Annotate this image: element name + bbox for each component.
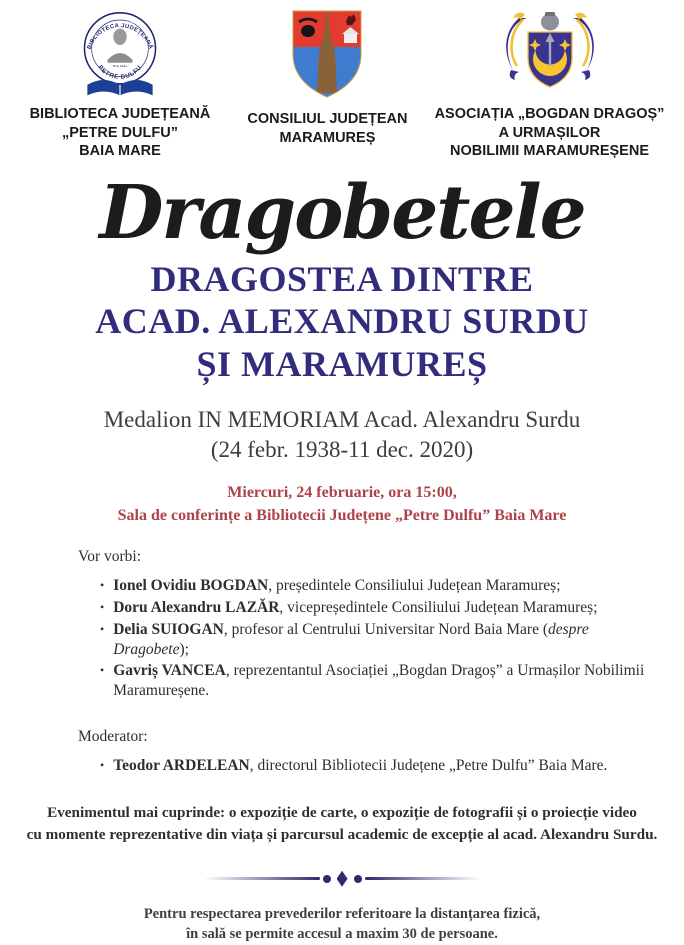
divider-diamond-icon bbox=[337, 871, 348, 887]
org-library-name-line1: BIBLIOTECA JUDEȚEANĂ bbox=[29, 106, 211, 122]
org-association-name-line2: A URMAȘILOR bbox=[498, 124, 601, 141]
divider-line-right bbox=[365, 877, 481, 880]
ornamental-divider bbox=[0, 870, 684, 888]
mantling-right bbox=[573, 13, 594, 80]
event-description bbox=[0, 802, 684, 846]
speaker-role: , vicepreședintele Consiliului Județean Maramureș; bbox=[279, 598, 598, 616]
library-seal-logo bbox=[72, 8, 168, 102]
bullet-icon: • bbox=[100, 621, 105, 636]
org-library-name bbox=[30, 105, 211, 161]
list-item bbox=[100, 598, 648, 618]
maramures-shield-icon bbox=[288, 8, 366, 100]
covid-notice-line1: Pentru respectarea prevederilor referitoare la distanțarea fizică, bbox=[143, 905, 541, 922]
org-library-name-line3: BAIA MARE bbox=[79, 143, 161, 160]
moderator-entry bbox=[113, 756, 607, 776]
list-item bbox=[100, 661, 648, 701]
main-heading-line2: ACAD. ALEXANDRU SURDU bbox=[95, 301, 589, 342]
speaker-role: , președintele Consiliului Județean Maramureș; bbox=[268, 577, 561, 595]
aurochs-head-icon bbox=[301, 25, 315, 37]
helmet-icon bbox=[541, 14, 559, 31]
divider-line-left bbox=[204, 877, 320, 880]
divider-dot-icon bbox=[323, 875, 331, 883]
org-county-name-line2: MARAMUREȘ bbox=[279, 129, 376, 146]
heraldic-crest-icon bbox=[494, 8, 606, 100]
header-logos-row bbox=[0, 0, 684, 161]
moderator-role: , directorul Bibliotecii Județene „Petre Dulfu” Baia Mare. bbox=[249, 756, 608, 774]
seal-text-bottom: PETRE DULFU bbox=[96, 63, 144, 81]
speaker-entry bbox=[113, 620, 648, 660]
speaker-role: , reprezentantul Asociației „Bogdan Dragoș” a Urmașilor Nobilimii Maramureșene. bbox=[113, 662, 645, 700]
list-item bbox=[100, 576, 648, 596]
bullet-icon: • bbox=[100, 599, 105, 614]
speaker-name: Doru Alexandru LAZĂR bbox=[113, 598, 280, 616]
org-library bbox=[14, 8, 226, 161]
bullet-icon: • bbox=[100, 663, 105, 678]
speaker-topic: despre Dragobete bbox=[113, 620, 589, 658]
event-date-line: Miercuri, 24 februarie, ora 15:00, bbox=[227, 484, 457, 502]
script-title: Dragobetele bbox=[99, 169, 585, 256]
divider-dot-icon bbox=[354, 875, 362, 883]
org-library-name-line2: „PETRE DULFU” bbox=[61, 124, 178, 141]
speaker-name: Ionel Ovidiu BOGDAN bbox=[113, 577, 269, 595]
moderator-section bbox=[78, 727, 648, 776]
list-item bbox=[100, 620, 648, 660]
speaker-entry bbox=[113, 598, 597, 618]
org-county-name bbox=[247, 110, 407, 147]
description-line1: Evenimentul mai cuprinde: o expoziție de carte, o expoziție de fotografii și o proiecție video bbox=[47, 803, 637, 821]
library-seal-icon bbox=[72, 8, 168, 104]
description-line2: cu momente reprezentative din viața și parcursul academic de excepție al acad. Alexandru Surdu. bbox=[26, 825, 658, 843]
covid-notice-line2: în sală se permite accesul a maxim 30 de persoane. bbox=[186, 926, 498, 943]
memoriam-line1: Medalion IN MEMORIAM Acad. Alexandru Surdu bbox=[103, 406, 581, 432]
bogdan-dragos-crest-logo bbox=[494, 8, 606, 102]
mantling-left bbox=[506, 13, 527, 80]
moderator-name: Teodor ARDELEAN bbox=[113, 756, 250, 774]
memoriam-line2: (24 febr. 1938-11 dec. 2020) bbox=[210, 436, 474, 462]
main-heading bbox=[0, 258, 684, 384]
main-heading-line3: ȘI MARAMUREȘ bbox=[196, 343, 488, 384]
bullet-icon: • bbox=[100, 578, 105, 593]
org-association-name-line3: NOBILIMII MARAMUREȘENE bbox=[450, 143, 649, 160]
event-date-location bbox=[0, 482, 684, 527]
memoriam-subtitle bbox=[0, 405, 684, 465]
speaker-name: Delia SUIOGAN bbox=[113, 620, 224, 638]
list-item bbox=[100, 756, 648, 776]
speaker-name: Gavriș VANCEA bbox=[113, 662, 226, 680]
speakers-section bbox=[78, 547, 648, 701]
bullet-icon: • bbox=[100, 757, 105, 772]
event-location-line: Sala de conferințe a Bibliotecii Județene „Petre Dulfu” Baia Mare bbox=[117, 506, 567, 524]
covid-notice bbox=[0, 904, 684, 945]
moderator-label: Moderator: bbox=[78, 728, 148, 746]
seal-text-top: BIBLIOTECA JUDEȚEANĂ bbox=[86, 23, 154, 51]
org-association-name-line1: ASOCIAȚIA „BOGDAN DRAGOȘ” bbox=[434, 106, 665, 122]
speakers-label: Vor vorbi: bbox=[78, 548, 142, 566]
speaker-entry bbox=[113, 661, 648, 701]
church-icon bbox=[344, 34, 357, 43]
speaker-role: , profesor al Centrului Universitar Nord Baia Mare ( bbox=[223, 620, 548, 638]
org-county-council bbox=[232, 8, 423, 161]
speaker-role-end: ); bbox=[179, 640, 189, 658]
main-heading-line1: DRAGOSTEA DINTRE bbox=[150, 259, 534, 300]
org-county-name-line1: CONSILIUL JUDEȚEAN bbox=[247, 111, 408, 127]
maramures-county-shield-logo bbox=[288, 8, 366, 102]
speaker-entry bbox=[113, 576, 560, 596]
seal-text-middle: · Baia Mare · bbox=[110, 64, 130, 69]
org-association-name bbox=[435, 105, 665, 161]
org-association bbox=[429, 8, 670, 161]
